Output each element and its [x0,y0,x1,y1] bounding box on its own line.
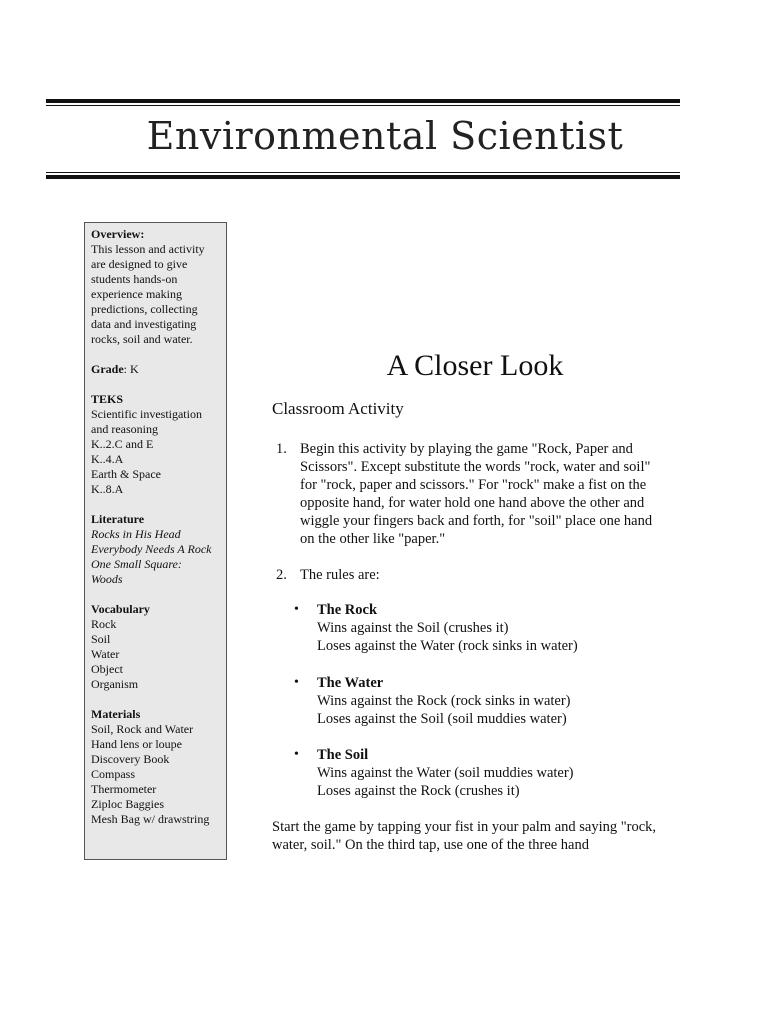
material-item: Discovery Book [91,752,170,766]
overview-line: data and investigating [91,317,197,331]
sidebar-info-box [84,222,227,860]
step-1-number: 1. [276,441,287,457]
rule-soil-body [317,746,574,800]
vocabulary-word: Soil [91,632,111,646]
rule-name: The Rock [317,602,378,618]
book-title: Woods [91,572,123,586]
book-title: Rocks in His Head [91,527,181,541]
material-item: Compass [91,767,136,781]
step-1-text [300,440,700,548]
book-title: Everybody Needs A Rock [91,542,212,556]
rule-name: The Soil [317,747,369,763]
step-2-text: The rules are: [300,567,380,583]
rule-loses: Loses against the Water (rock sinks in water) [317,638,578,654]
teks-line: and reasoning [91,422,158,436]
rule-rock-body [317,601,578,655]
material-item: Mesh Bag w/ drawstring [91,812,210,826]
rule-water-body [317,674,571,728]
rule-loses: Loses against the Soil (soil muddies water) [317,711,567,727]
step-1-line: opposite hand, for water hold one hand above the other and [300,495,645,511]
teks-line: Scientific investigation [91,407,202,421]
closing-line: Start the game by tapping your fist in your palm and saying "rock, [272,819,657,835]
vocabulary-section [91,602,226,692]
rule-wins: Wins against the Rock (rock sinks in water) [317,693,571,709]
teks-line: K..2.C and E [91,437,154,451]
step-1-line: for "rock, paper and scissors." For "rock" make a fist on the [300,477,647,493]
book-title: One Small Square: [91,557,182,571]
closing-line: water, soil." On the third tap, use one of the three hand [272,837,589,853]
vocabulary-word: Water [91,647,120,661]
materials-heading: Materials [91,707,141,721]
page-title: Environmental Scientist [146,114,624,158]
overview-line: experience making [91,287,182,301]
rule-loses: Loses against the Rock (crushes it) [317,783,520,799]
section-title: A Closer Look [386,349,564,382]
material-item: Thermometer [91,782,157,796]
overview-line: rocks, soil and water. [91,332,193,346]
vocabulary-word: Object [91,662,123,676]
vocabulary-heading: Vocabulary [91,602,150,616]
step-1-line: Begin this activity by playing the game "Rock, Paper and [300,441,633,457]
material-item: Soil, Rock and Water [91,722,194,736]
grade-label: Grade [91,362,124,376]
grade-value: : K [123,362,139,376]
bullet-icon: • [294,675,299,690]
step-1-line: on the other like "paper." [300,531,446,547]
grade-line [91,362,226,377]
teks-line: K..8.A [91,482,124,496]
material-item: Hand lens or loupe [91,737,182,751]
overview-heading: Overview: [91,227,145,241]
vocabulary-word: Rock [91,617,117,631]
teks-heading: TEKS [91,392,124,406]
material-item: Ziploc Baggies [91,797,164,811]
literature-section [91,512,226,587]
rule-wins: Wins against the Soil (crushes it) [317,620,509,636]
literature-heading: Literature [91,512,145,526]
bullet-icon: • [294,747,299,762]
overview-line: are designed to give [91,257,188,271]
top-rule-thin [46,105,680,106]
top-rule-thick [46,99,680,103]
step-1-line: Scissors". Except substitute the words "rock, water and soil" [300,459,651,475]
rule-name: The Water [317,675,384,691]
step-1-line: wiggle your fingers back and forth, for "soil" place one hand [300,513,653,529]
materials-section [91,707,226,827]
activity-title: Classroom Activity [272,399,404,418]
bullet-icon: • [294,602,299,617]
teks-line: K..4.A [91,452,124,466]
overview-line: This lesson and activity [91,242,205,256]
overview-section [91,227,226,347]
closing-paragraph [272,818,692,854]
teks-section [91,392,226,497]
rule-wins: Wins against the Water (soil muddies water) [317,765,574,781]
teks-line: Earth & Space [91,467,161,481]
bottom-rule-thick [46,175,680,179]
step-2-number: 2. [276,567,287,583]
vocabulary-word: Organism [91,677,139,691]
overview-line: students hands-on [91,272,178,286]
grade-section [91,362,226,377]
bottom-rule-thin [46,172,680,173]
overview-line: predictions, collecting [91,302,198,316]
